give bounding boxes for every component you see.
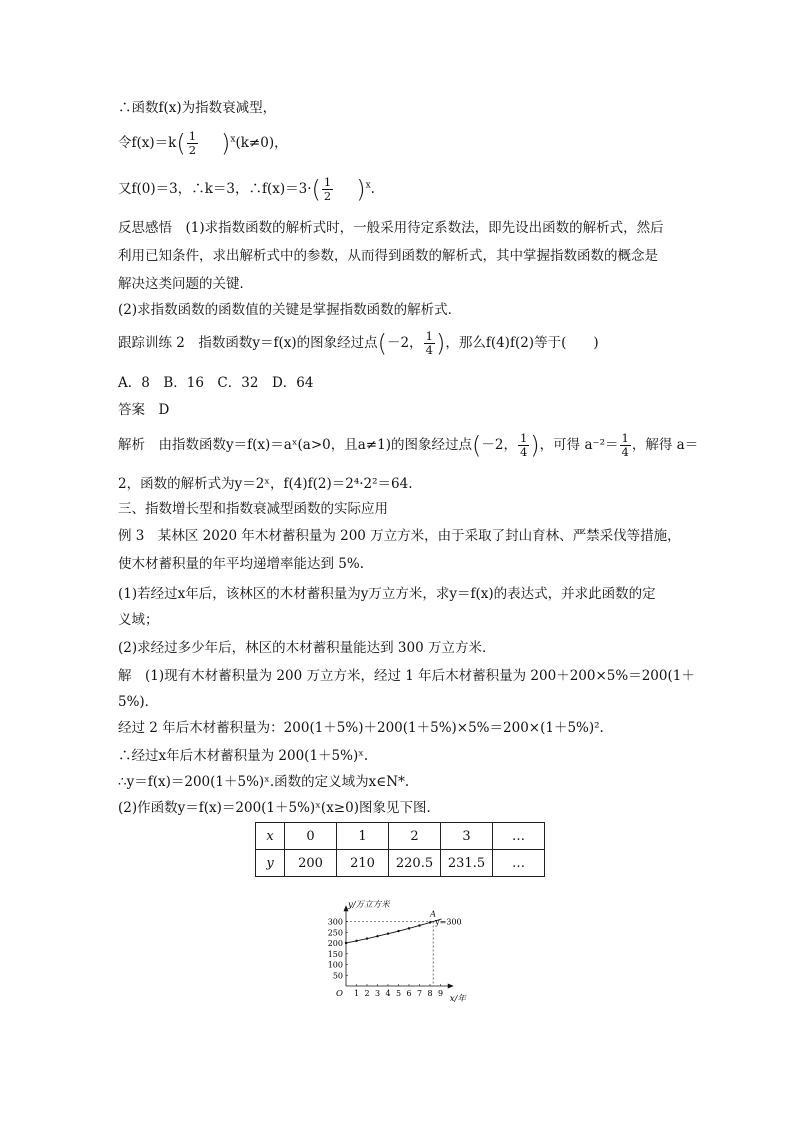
numerator: 1 (188, 129, 197, 143)
let-f-suffix: (k≠0)， (235, 135, 288, 151)
answer-line: 答案 D (118, 402, 170, 418)
table-header-y: y (256, 850, 285, 877)
table-cell: 231.5 (441, 850, 493, 877)
data-point (387, 933, 389, 935)
data-point (408, 927, 410, 929)
point-x: －2， (481, 437, 517, 453)
right-paren: ) (530, 431, 540, 460)
table-cell: 0 (285, 823, 337, 850)
line-let-f: 令f(x)＝k( $\frac{1}{2}$ )$^x$(k≠0)， (118, 129, 288, 158)
solution-line-3: 经过 2 年后木材蓄积量为：200(1＋5%)＋200(1＋5%)×5%＝200×(1＋5%)². (118, 720, 604, 736)
f0-suffix: . (370, 181, 375, 197)
data-point (429, 921, 431, 923)
growth-chart (310, 898, 490, 1013)
hline-label: y=300 (435, 917, 462, 927)
exercise-2-question (118, 330, 599, 357)
left-paren: ( (377, 329, 388, 358)
y-tick-label: 200 (327, 939, 343, 948)
table-row (256, 823, 545, 850)
origin-label: O (336, 989, 343, 999)
line-conclusion: ∴函数f(x)为指数衰减型， (118, 100, 277, 116)
fraction-one-quarter (518, 432, 529, 459)
numerator: 1 (519, 431, 528, 445)
reflection-line-1: 反思感悟 (1)求指数函数的解析式时，一般采用待定系数法，即先设出函数的解析式，然后 (118, 220, 664, 236)
exercise-options: A．8 B．16 C．32 D．64 (118, 375, 314, 391)
x-tick-label: 6 (406, 989, 412, 998)
x-tick-label: 5 (395, 989, 402, 998)
denominator: 2 (188, 143, 197, 157)
analysis-suffix: ，解得 a＝ (631, 437, 699, 453)
question-2: (2)求经过多少年后，林区的木材蓄积量能达到 300 万立方米． (118, 640, 496, 656)
question-1-line-2: 义域； (118, 612, 159, 628)
line-f0: 又f(0)＝3，∴k＝3，∴f(x)＝3·( $\frac{1}{2}$ )$^x$. (118, 175, 375, 204)
question-1-line-1: (1)若经过x年后，该林区的木材蓄积量为y万立方米，求y＝f(x)的表达式，并求此函数的定 (118, 586, 656, 602)
y-tick-label: 250 (327, 928, 343, 938)
analysis-prefix: 解析 由指数函数y＝f(x)＝aˣ(a>0，且a≠1)的图象经过点 (118, 437, 472, 453)
x-tick-label: 8 (427, 989, 433, 998)
right-paren: ) (221, 129, 231, 158)
x-axis-label: x/年 (449, 994, 466, 1004)
denominator: 4 (621, 445, 629, 459)
table-cell: … (493, 850, 545, 877)
x-tick-label: 9 (437, 989, 444, 998)
y-tick-label: 100 (327, 960, 343, 970)
table-cell: 200 (285, 850, 337, 877)
numerator: 1 (323, 175, 332, 189)
table-cell: 220.5 (389, 850, 441, 877)
right-paren: ) (356, 175, 366, 204)
values-table (255, 822, 545, 877)
x-tick-label: 3 (374, 989, 381, 998)
table-header-x: x (256, 823, 285, 850)
let-f-prefix: 令f(x)＝k (118, 135, 177, 151)
exercise-prefix: 跟踪训练 2 指数函数y＝f(x)的图象经过点 (118, 335, 378, 351)
solution-line-2: 5%)． (118, 694, 159, 710)
table-cell: 3 (441, 823, 493, 850)
x-tick-label: 2 (364, 989, 370, 998)
fraction-one-half (322, 176, 333, 203)
data-point (345, 942, 347, 944)
reflection-line-4: (2)求指数函数的函数值的关键是掌握指数函数的解析式． (118, 302, 462, 318)
x-axis-arrow (448, 984, 454, 989)
growth-curve (346, 919, 442, 943)
denominator: 2 (323, 189, 332, 203)
analysis-mid: ，可得 a⁻²＝ (539, 437, 619, 453)
reflection-line-2: 利用已知条件，求出解析式中的参数，从而得到函数的解析式，其中掌握指数函数的概念是 (118, 248, 658, 264)
solution-line-6: (2)作函数y＝f(x)＝200(1＋5%)ˣ(x≥0)图象见下图． (118, 800, 440, 816)
data-point (397, 930, 399, 932)
numerator: 1 (621, 431, 629, 445)
example-3-line-2: 使木材蓄积量的年平均递增率能达到 5%. (118, 556, 364, 572)
table-row (256, 850, 545, 877)
y-axis-label: y/万立方米 (348, 900, 390, 911)
y-tick-label: 300 (327, 917, 343, 927)
data-point (418, 924, 420, 926)
table-cell: 210 (337, 850, 389, 877)
data-point (366, 937, 368, 939)
table-cell: 2 (389, 823, 441, 850)
x-tick-label: 1 (353, 989, 360, 998)
fraction-one-quarter (424, 330, 435, 357)
solution-line-1: 解 (1)现有木材蓄积量为 200 万立方米，经过 1 年后木材蓄积量为 200＋200×5%＝200(1＋ (118, 668, 695, 684)
data-point (376, 935, 378, 937)
point-x: －2， (387, 335, 423, 351)
f0-prefix: 又f(0)＝3，∴k＝3，∴f(x)＝3· (118, 181, 312, 197)
numerator: 1 (425, 329, 433, 343)
x-tick-label: 7 (416, 989, 423, 998)
intersection-label: A (430, 909, 436, 919)
denominator: 4 (425, 343, 433, 357)
y-tick-label: 50 (332, 971, 343, 981)
y-tick-label: 150 (327, 949, 343, 959)
denominator: 4 (519, 445, 528, 459)
left-paren: ( (471, 431, 482, 460)
table-cell: 1 (337, 823, 389, 850)
section-heading: 三、指数增长型和指数衰减型函数的实际应用 (118, 501, 388, 517)
right-paren: ) (435, 329, 446, 358)
solution-line-5: ∴y＝f(x)＝200(1＋5%)ˣ.函数的定义域为x∈N*. (118, 774, 410, 790)
fraction-one-half (187, 130, 198, 157)
analysis-line-1 (118, 432, 698, 459)
example-3-line-1: 例 3 某林区 2020 年木材蓄积量为 200 万立方米，由于采取了封山育林、严禁采伐等措施， (118, 528, 681, 544)
analysis-line-2: 2，函数的解析式为y＝2ˣ，f(4)f(2)＝2⁴·2²＝64. (118, 476, 413, 492)
x-tick-label: 4 (385, 989, 391, 998)
solution-line-4: ∴经过x年后木材蓄积量为 200(1＋5%)ˣ. (118, 748, 369, 764)
reflection-line-3: 解决这类问题的关键． (118, 276, 253, 292)
fraction-one-quarter (620, 432, 631, 459)
exercise-suffix: ，那么f(4)f(2)等于( ) (445, 335, 599, 351)
left-paren: ( (176, 129, 186, 158)
data-point (355, 940, 357, 942)
table-cell: … (493, 823, 545, 850)
left-paren: ( (311, 175, 321, 204)
